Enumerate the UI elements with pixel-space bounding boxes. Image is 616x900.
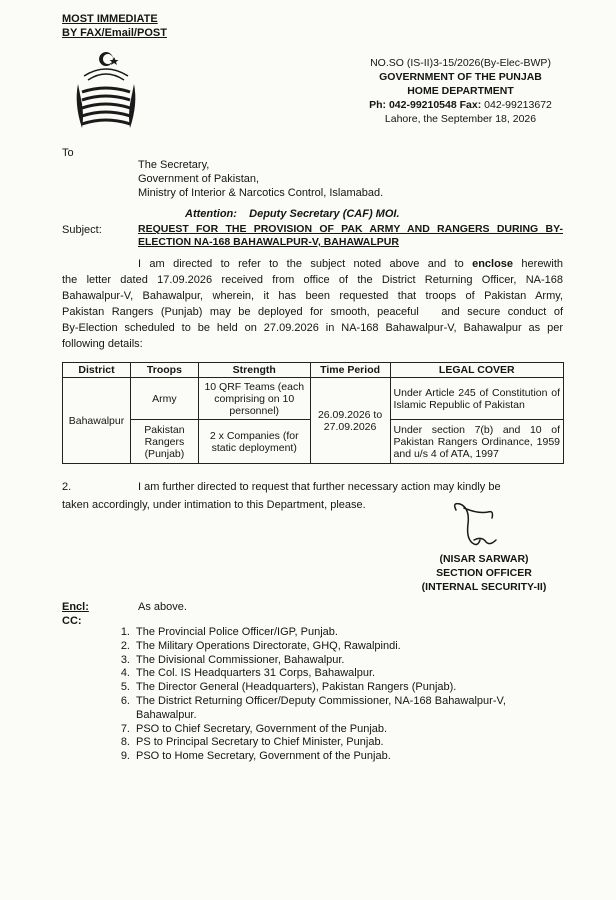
contact-line bbox=[358, 98, 563, 112]
list-text: The Col. IS Headquarters 31 Corps, Bahawalpur. bbox=[136, 667, 376, 680]
table-header-cell: Troops bbox=[130, 363, 198, 378]
subject-text: REQUEST FOR THE PROVISION OF PAK ARMY AND RANGERS DURING BY-ELECTION NA-168 BAHAWALPUR-V, BAHAWALPUR bbox=[138, 223, 563, 248]
fax-number: 042-99213672 bbox=[484, 99, 552, 111]
list-text: PSO to Chief Secretary, Government of the Punjab. bbox=[136, 722, 388, 735]
signatory-title: SECTION OFFICER bbox=[436, 567, 532, 579]
list-item bbox=[108, 750, 563, 764]
signatory-block bbox=[404, 552, 564, 594]
paragraph-number: 2. bbox=[62, 481, 72, 493]
para-emphasis: enclose bbox=[472, 258, 514, 270]
delivery-label: BY FAX/Email/POST bbox=[62, 27, 167, 39]
district-cell: Bahawalpur bbox=[63, 378, 131, 464]
attention-line: Attention: Deputy Secretary (CAF) MOI. bbox=[185, 208, 400, 220]
list-text: The Divisional Commissioner, Bahawalpur. bbox=[136, 653, 345, 666]
list-item bbox=[108, 736, 563, 750]
phone-label: Ph: bbox=[369, 99, 387, 111]
list-item bbox=[108, 723, 563, 737]
list-item bbox=[108, 654, 563, 668]
department-name: HOME DEPARTMENT bbox=[407, 85, 514, 97]
para-line: the letter dated 17.09.2026 received from office of the District Returning Officer, NA-168 bbox=[62, 274, 563, 286]
table-header-cell: LEGAL COVER bbox=[390, 363, 563, 378]
list-item bbox=[108, 640, 563, 654]
fax-label: Fax: bbox=[459, 99, 482, 111]
list-text: The Provincial Police Officer/IGP, Punjab. bbox=[136, 626, 338, 638]
cc-label: CC: bbox=[62, 615, 82, 627]
signatory-unit: (INTERNAL SECURITY-II) bbox=[421, 581, 547, 593]
troops-cell: Army bbox=[130, 378, 198, 420]
list-text: The Director General (Headquarters), Pakistan Rangers (Punjab). bbox=[136, 681, 457, 694]
list-item bbox=[108, 695, 563, 723]
table-row bbox=[63, 378, 564, 420]
priority-block bbox=[62, 12, 167, 40]
list-item bbox=[108, 681, 563, 695]
list-number: 9. bbox=[120, 750, 130, 763]
list-item bbox=[108, 667, 563, 681]
para-line: following details: bbox=[62, 338, 143, 350]
strength-cell: 2 x Companies (for static deployment) bbox=[198, 420, 310, 464]
para-text: I am directed to refer to the subject noted above and to bbox=[138, 258, 473, 270]
office-block bbox=[358, 56, 563, 126]
list-number: 1. bbox=[120, 626, 130, 638]
legal-cover-cell: Under section 7(b) and 10 of Pakistan Rangers Ordinance, 1959 and u/s 4 of ATA, 1997 bbox=[390, 420, 563, 464]
table-header-row bbox=[63, 363, 564, 378]
to-label: To bbox=[62, 147, 74, 159]
signature-icon bbox=[448, 500, 500, 548]
strength-cell: 10 QRF Teams (each comprising on 10 personnel) bbox=[198, 378, 310, 420]
para-line: Bahawalpur-V, Bahawalpur, wherein, it has been requested that troops of Pakistan Army, bbox=[62, 290, 563, 302]
table-header-cell: District bbox=[63, 363, 131, 378]
signatory-name: (NISAR SARWAR) bbox=[439, 553, 529, 565]
government-emblem-icon bbox=[70, 48, 142, 136]
time-period-cell: 26.09.2026 to 27.09.2026 bbox=[310, 378, 390, 464]
body-paragraph-1 bbox=[62, 256, 563, 352]
list-number: 5. bbox=[120, 681, 130, 694]
addressee-line: Government of Pakistan, bbox=[138, 173, 260, 185]
list-number: 8. bbox=[120, 736, 130, 749]
list-number: 2. bbox=[120, 639, 130, 652]
addressee-block bbox=[138, 158, 383, 200]
addressee-line: The Secretary, bbox=[138, 159, 210, 171]
addressee-line: Ministry of Interior & Narcotics Control, Islamabad. bbox=[138, 187, 384, 199]
list-text: PSO to Home Secretary, Government of the Punjab. bbox=[136, 750, 391, 763]
table-header-cell: Time Period bbox=[310, 363, 390, 378]
list-text: The District Returning Officer/Deputy Commissioner, NA-168 Bahawalpur-V, Bahawalpur. bbox=[136, 694, 506, 721]
para-line: By-Election scheduled to be held on 27.09.2026 in NA-168 Bahawalpur-V, Bahawalpur as per bbox=[62, 322, 563, 334]
table-header-cell: Strength bbox=[198, 363, 310, 378]
troops-cell: Pakistan Rangers (Punjab) bbox=[130, 420, 198, 464]
deployment-table bbox=[62, 362, 564, 464]
place-date: Lahore, the September 18, 2026 bbox=[384, 113, 537, 125]
list-item bbox=[108, 626, 563, 640]
list-number: 7. bbox=[120, 722, 130, 735]
phone-number: 042-99210548 bbox=[388, 99, 457, 111]
reference-number: NO.SO (IS-II)3-15/2026(By-Elec-BWP) bbox=[370, 57, 551, 69]
legal-cover-cell: Under Article 245 of Constitution of Islamic Republic of Pakistan bbox=[390, 378, 563, 420]
enclosure-value: As above. bbox=[138, 601, 187, 613]
list-number: 6. bbox=[120, 694, 130, 707]
para-text: herewith bbox=[513, 258, 563, 270]
subject-label: Subject: bbox=[62, 224, 102, 236]
para-text: I am further directed to request that further necessary action may kindly be bbox=[138, 481, 501, 493]
para-line: Pakistan Rangers (Punjab) may be deployed for smooth, peaceful and secure conduct of bbox=[62, 306, 563, 318]
list-number: 4. bbox=[120, 667, 130, 680]
list-number: 3. bbox=[120, 653, 130, 666]
para-line: taken accordingly, under intimation to this Department, please. bbox=[62, 499, 366, 511]
list-text: The Military Operations Directorate, GHQ, Rawalpindi. bbox=[136, 639, 401, 652]
list-text: PS to Principal Secretary to Chief Minister, Punjab. bbox=[136, 736, 384, 749]
para-line bbox=[62, 256, 563, 272]
government-name: GOVERNMENT OF THE PUNJAB bbox=[379, 71, 542, 83]
priority-label: MOST IMMEDIATE bbox=[62, 13, 158, 25]
cc-list bbox=[108, 626, 563, 764]
enclosure-label: Encl: bbox=[62, 601, 89, 613]
para-line bbox=[62, 478, 563, 496]
